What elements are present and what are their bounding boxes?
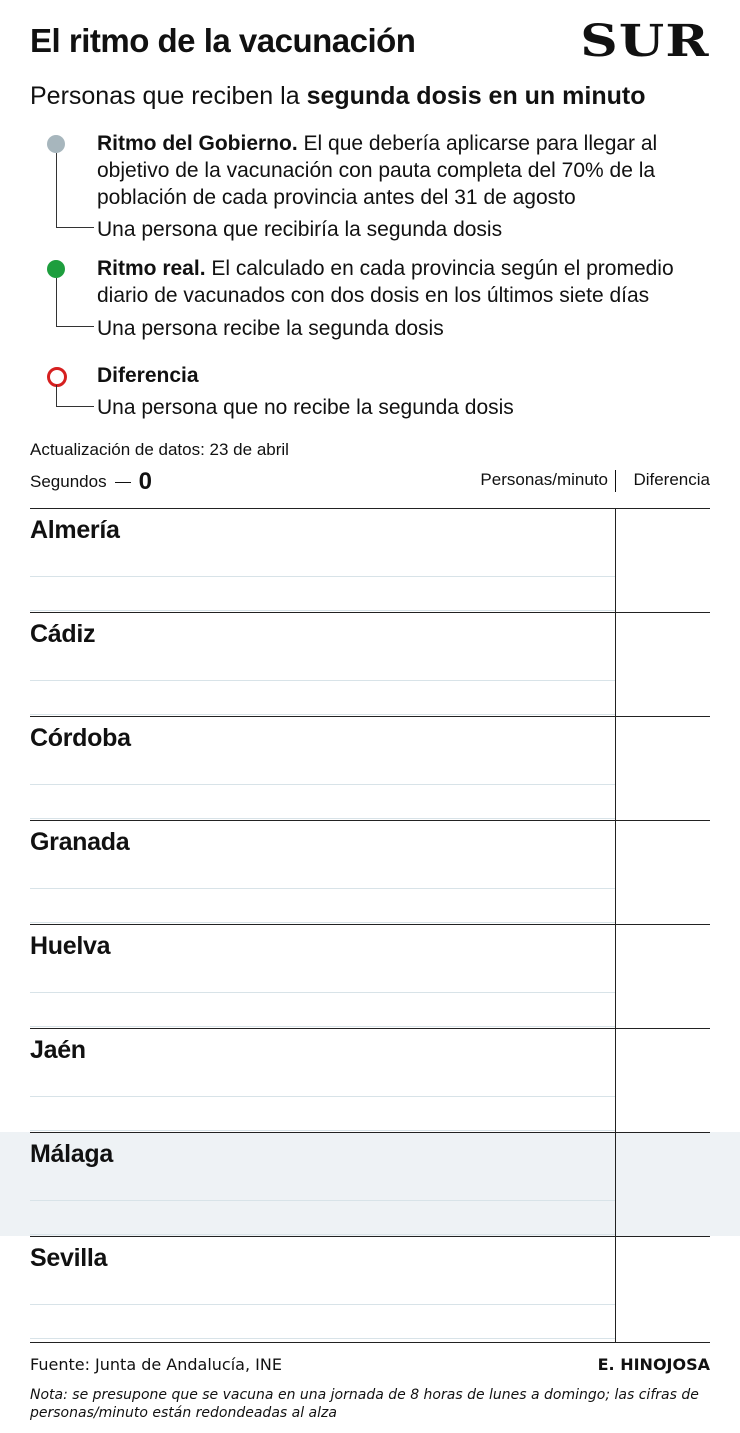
legend-title: Ritmo del Gobierno. xyxy=(97,132,298,155)
seconds-counter xyxy=(30,468,152,496)
province-row-malaga xyxy=(0,1132,740,1236)
province-name: Almería xyxy=(30,516,120,544)
legend-connector xyxy=(56,278,57,326)
grid-line xyxy=(30,680,615,681)
column-header-difference: Diferencia xyxy=(633,470,710,489)
province-row-almeria xyxy=(0,508,740,612)
legend-title: Ritmo real. xyxy=(97,257,206,280)
grid-line xyxy=(30,1026,615,1027)
legend-connector-foot xyxy=(56,326,94,327)
legend-difference xyxy=(30,362,710,424)
table-bottom-line xyxy=(30,1342,710,1343)
legend-sub: Una persona que no recibe la segunda dosis xyxy=(97,396,514,419)
province-row-cadiz xyxy=(0,612,740,716)
row-divider xyxy=(30,1236,710,1237)
grid-line xyxy=(30,1304,615,1305)
province-name: Córdoba xyxy=(30,724,131,752)
province-row-cordoba xyxy=(0,716,740,820)
legend-government-rhythm xyxy=(30,130,710,245)
legend-description xyxy=(97,362,707,389)
legend-connector-foot xyxy=(56,227,94,228)
legend-sub: Una persona recibe la segunda dosis xyxy=(97,317,444,340)
grid-line xyxy=(30,1096,615,1097)
legend-real-rhythm xyxy=(30,255,710,345)
province-row-sevilla xyxy=(0,1236,740,1340)
grid-line xyxy=(30,1200,615,1201)
grid-line xyxy=(30,576,615,577)
legend-description xyxy=(97,130,707,211)
province-table xyxy=(0,508,740,1340)
province-row-granada xyxy=(0,820,740,924)
grid-line xyxy=(30,610,615,611)
province-row-jaen xyxy=(0,1028,740,1132)
grid-line xyxy=(30,992,615,993)
author-credit: E. HINOJOSA xyxy=(597,1355,710,1374)
row-divider xyxy=(30,924,710,925)
subtitle xyxy=(30,82,645,111)
grid-line xyxy=(30,1338,615,1339)
province-name: Granada xyxy=(30,828,130,856)
row-divider xyxy=(30,820,710,821)
province-name: Jaén xyxy=(30,1036,86,1064)
column-header-persons-per-minute: Personas/minuto xyxy=(480,470,608,489)
legend-sub: Una persona que recibiría la segunda dosis xyxy=(97,218,503,241)
grid-line xyxy=(30,888,615,889)
legend-text: El calculado en cada provincia según el promedio diario de vacunados con dos dosis en los últimos siete días xyxy=(97,257,674,307)
page-title: El ritmo de la vacunación xyxy=(30,22,416,59)
red-ring-icon xyxy=(47,367,67,387)
legend-title: Diferencia xyxy=(97,364,199,387)
update-date: Actualización de datos: 23 de abril xyxy=(30,440,289,459)
green-dot-icon xyxy=(47,260,65,278)
legend-connector-foot xyxy=(56,406,94,407)
subtitle-prefix: Personas que reciben la xyxy=(30,82,307,110)
grey-dot-icon xyxy=(47,135,65,153)
row-divider xyxy=(30,508,710,509)
legend-connector xyxy=(56,385,57,406)
province-name: Málaga xyxy=(30,1140,113,1168)
province-row-huelva xyxy=(0,924,740,1028)
seconds-value: 0 xyxy=(138,468,152,495)
source-credit: Fuente: Junta de Andalucía, INE xyxy=(30,1355,282,1374)
legend-connector xyxy=(56,153,57,227)
row-divider xyxy=(30,716,710,717)
seconds-label: Segundos xyxy=(30,472,107,491)
grid-line xyxy=(30,922,615,923)
row-divider xyxy=(30,1028,710,1029)
row-divider xyxy=(30,1132,710,1133)
row-divider xyxy=(30,612,710,613)
legend-description xyxy=(97,255,707,309)
footnote: Nota: se presupone que se vacuna en una jornada de 8 horas de lunes a domingo; las cifras de personas/minuto están redondeadas al alza xyxy=(30,1387,699,1421)
legend-text: El que debería aplicarse para llegar al objetivo de la vacunación con pauta completa del 70% de la población de cada provincia antes del 31 de agosto xyxy=(97,132,658,209)
province-name: Cádiz xyxy=(30,620,96,648)
province-name: Huelva xyxy=(30,932,111,960)
province-name: Sevilla xyxy=(30,1244,108,1272)
grid-line xyxy=(30,1234,615,1235)
seconds-dash xyxy=(115,482,131,483)
header-separator xyxy=(615,470,616,492)
sur-logo: SUR xyxy=(580,16,710,67)
grid-line xyxy=(30,784,615,785)
column-separator xyxy=(615,508,616,1343)
subtitle-bold: segunda dosis en un minuto xyxy=(306,82,646,110)
grid-line xyxy=(30,818,615,819)
grid-line xyxy=(30,1130,615,1131)
grid-line xyxy=(30,714,615,715)
